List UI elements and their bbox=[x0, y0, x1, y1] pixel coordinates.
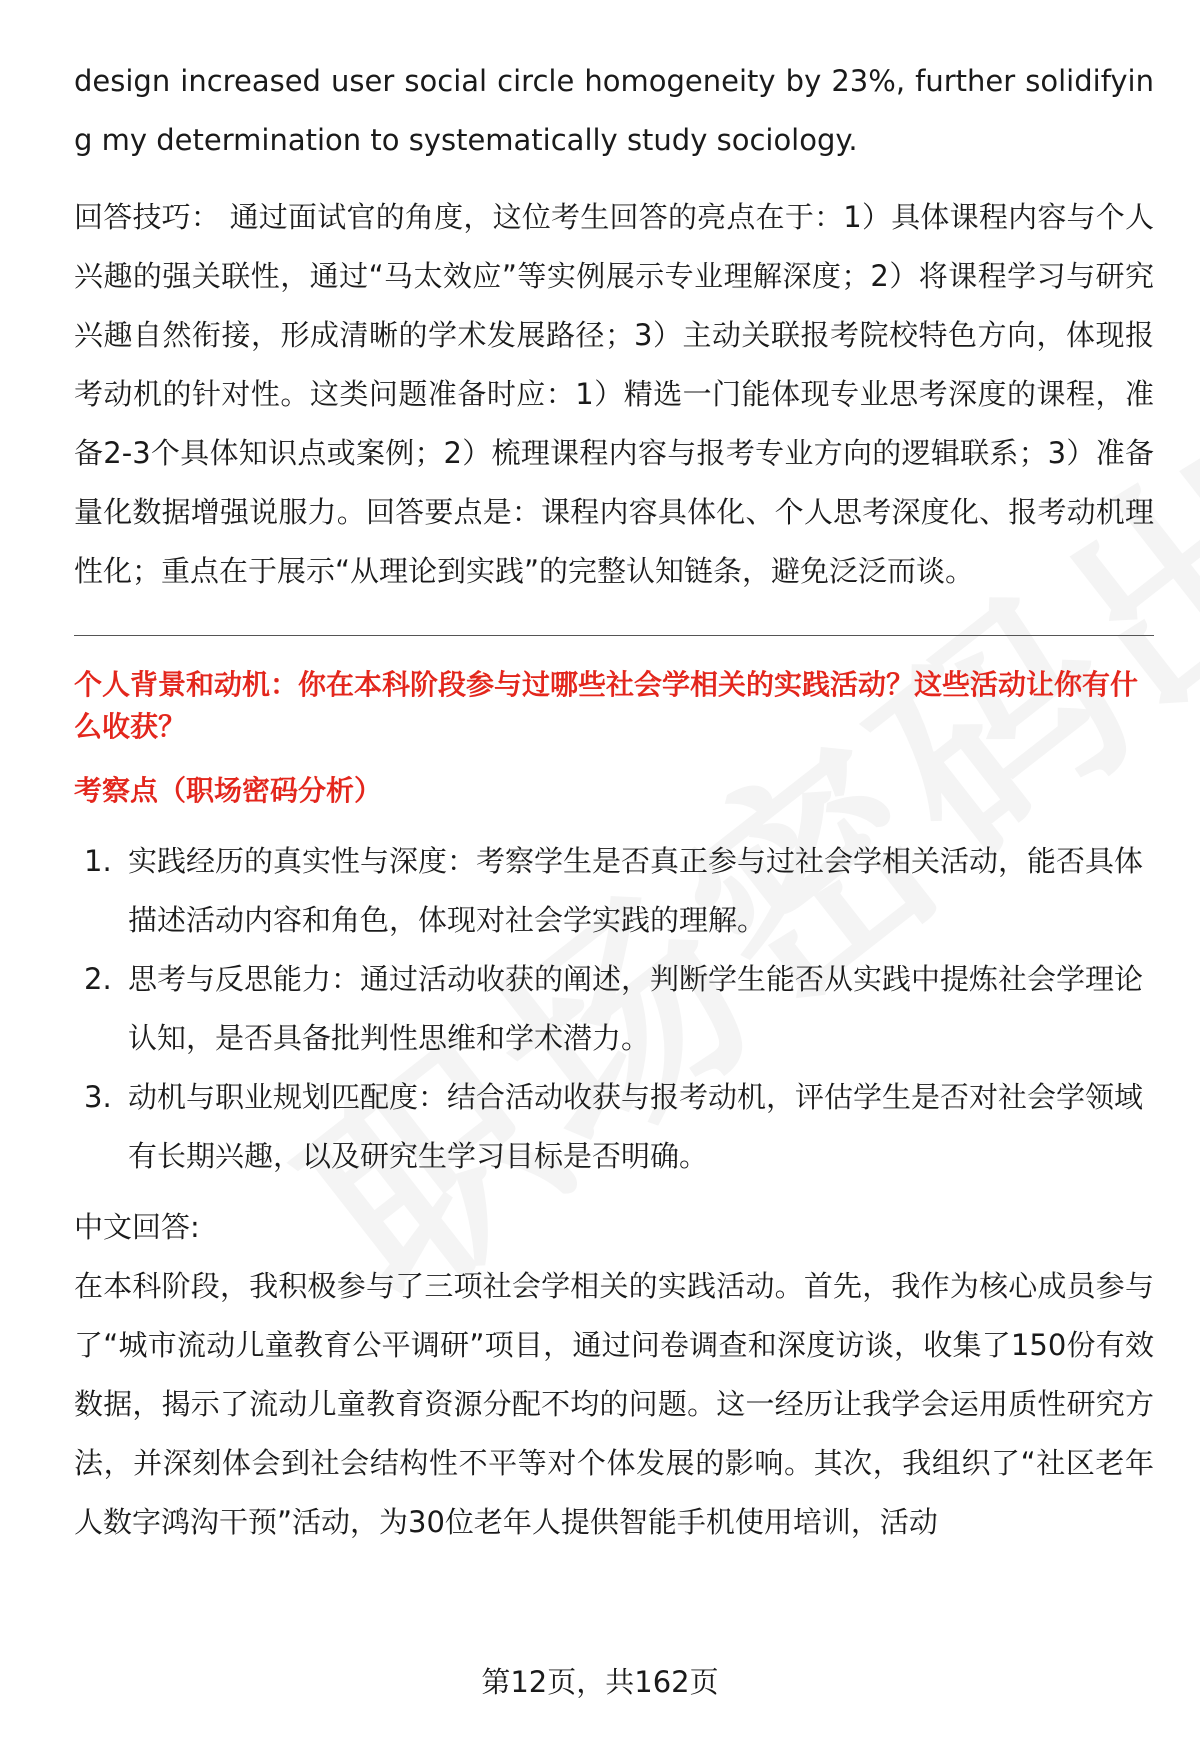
list-item bbox=[74, 1068, 1154, 1186]
assessment-points-heading: 考察点（职场密码分析） bbox=[74, 774, 383, 807]
answer-tips-paragraph: 回答技巧： 通过面试官的角度，这位考生回答的亮点在于：1）具体课程内容与个人兴趣的强关联性，通过“马太效应”等实例展示专业理解深度；2）将课程学习与研究兴趣自然衔接，形成清晰的学术发展路径；3）主动关联报考院校特色方向，体现报考动机的针对性。这类问题准备时应：1）精选一门能体现专业思考深度的课程，准备2-3个具体知识点或案例；2）梳理课程内容与报考专业方向的逻辑联系；3）准备量化数据增强说服力。回答要点是：课程内容具体化、个人思考深度化、报考动机理性化；重点在于展示“从理论到实践”的完整认知链条，避免泛泛而谈。 bbox=[74, 200, 1154, 588]
chinese-answer-paragraph: 在本科阶段，我积极参与了三项社会学相关的实践活动。首先，我作为核心成员参与了“城市流动儿童教育公平调研”项目，通过问卷调查和深度访谈，收集了150份有效数据，揭示了流动儿童教育资源分配不均的问题。这一经历让我学会运用质性研究方法，并深刻体会到社会结构性不平等对个体发展的影响。其次，我组织了“社区老年人数字鸿沟干预”活动，为30位老年人提供智能手机使用培训，活动 bbox=[74, 1269, 1154, 1539]
list-number: 3. bbox=[84, 1080, 112, 1114]
chinese-answer-label: 中文回答: bbox=[74, 1210, 200, 1244]
intro-paragraph: design increased user social circle homogeneity by 23%, further solidifying my determination to systematically study sociology. bbox=[74, 64, 1154, 157]
list-number: 1. bbox=[84, 844, 112, 878]
page-footer: 第12页，共162页 bbox=[481, 1665, 719, 1699]
section-divider bbox=[74, 635, 1154, 636]
list-item bbox=[74, 950, 1154, 1068]
question-heading: 个人背景和动机：你在本科阶段参与过哪些社会学相关的实践活动？这些活动让你有什么收获？ bbox=[74, 668, 1139, 743]
list-item bbox=[74, 832, 1154, 950]
list-item-text: 实践经历的真实性与深度：考察学生是否真正参与过社会学相关活动，能否具体描述活动内容和角色，体现对社会学实践的理解。 bbox=[128, 844, 1144, 937]
list-item-text: 思考与反思能力：通过活动收获的阐述，判断学生能否从实践中提炼社会学理论认知，是否具备批判性思维和学术潜力。 bbox=[128, 962, 1144, 1055]
document-page bbox=[74, 52, 1154, 1552]
list-number: 2. bbox=[84, 962, 112, 996]
list-item-text: 动机与职业规划匹配度：结合活动收获与报考动机，评估学生是否对社会学领域有长期兴趣，以及研究生学习目标是否明确。 bbox=[128, 1080, 1144, 1173]
assessment-points-list bbox=[74, 832, 1154, 1186]
